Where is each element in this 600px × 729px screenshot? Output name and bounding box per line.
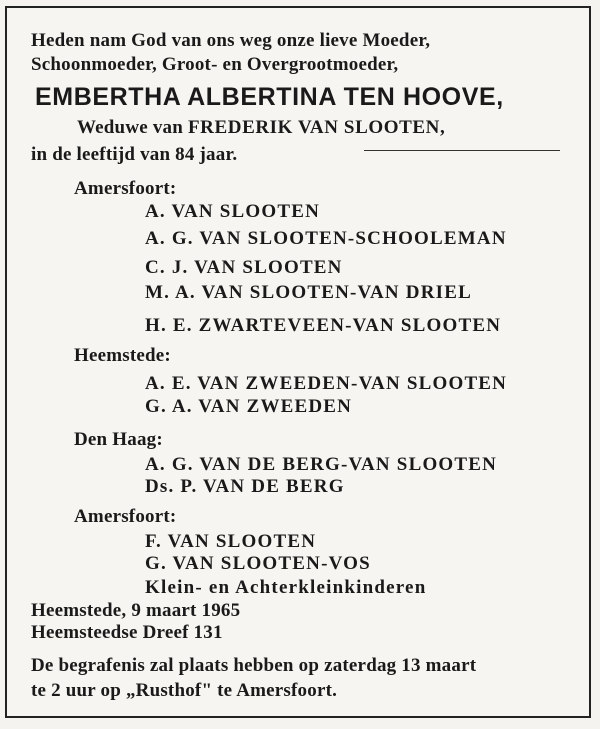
footer-funeral-line-1: De begrafenis zal plaats hebben op zaterdag 13 maart (31, 655, 477, 676)
footer-place-date: Heemstede, 9 maart 1965 (31, 600, 241, 621)
deceased-name: EMBERTHA ALBERTINA TEN HOOVE, (35, 83, 504, 111)
place-amersfoort-1: Amersfoort: (74, 178, 177, 199)
intro-line-1: Heden nam God van ons weg onze lieve Moeder, (31, 30, 431, 51)
widow-prefix: Weduwe van (77, 117, 183, 138)
obituary-notice (5, 6, 591, 718)
family-member: A. E. VAN ZWEEDEN-VAN SLOOTEN (145, 373, 508, 394)
family-member: Ds. P. VAN DE BERG (145, 476, 345, 497)
widow-line (77, 117, 445, 139)
family-member: G. VAN SLOOTEN-VOS (145, 553, 371, 574)
footer-funeral-line-2: te 2 uur op „Rusthof" te Amersfoort. (31, 680, 338, 701)
family-member: G. A. VAN ZWEEDEN (145, 396, 353, 417)
footer-address: Heemsteedse Dreef 131 (31, 622, 223, 643)
place-amersfoort-2: Amersfoort: (74, 506, 177, 527)
grandchildren-line: Klein- en Achterkleinkinderen (145, 577, 427, 598)
family-member: F. VAN SLOOTEN (145, 531, 317, 552)
family-member: A. G. VAN SLOOTEN-SCHOOLEMAN (145, 228, 507, 249)
family-member: A. VAN SLOOTEN (145, 201, 321, 222)
intro-line-2: Schoonmoeder, Groot- en Overgrootmoeder, (31, 54, 399, 75)
place-den-haag: Den Haag: (74, 429, 163, 450)
underline-mark (364, 150, 560, 151)
place-heemstede: Heemstede: (74, 345, 171, 366)
family-member: A. G. VAN DE BERG-VAN SLOOTEN (145, 454, 498, 475)
family-member: H. E. ZWARTEVEEN-VAN SLOOTEN (145, 315, 502, 336)
age-line: in de leeftijd van 84 jaar. (31, 144, 238, 165)
family-member: C. J. VAN SLOOTEN (145, 257, 343, 278)
husband-name: FREDERIK VAN SLOOTEN, (187, 117, 446, 138)
family-member: M. A. VAN SLOOTEN-VAN DRIEL (145, 282, 472, 303)
